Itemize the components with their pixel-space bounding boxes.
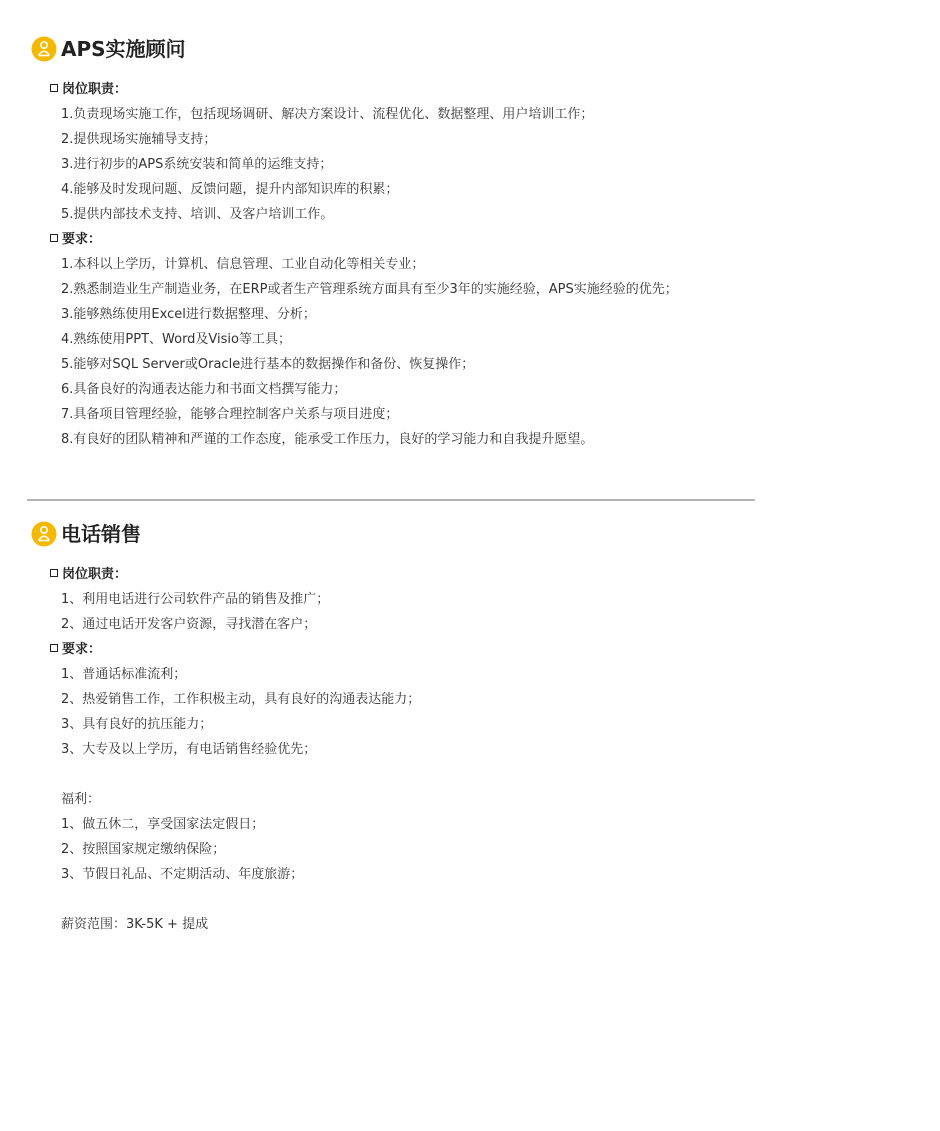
job-title: APS实施顾问 xyxy=(61,37,186,61)
requirement-item: 8.有良好的团队精神和严谨的工作态度，能承受工作压力，良好的学习能力和自我提升愿望。 xyxy=(61,432,594,447)
job-title-row xyxy=(31,519,940,549)
requirement-item: 7.具备项目管理经验，能够合理控制客户关系与项目进度； xyxy=(61,407,399,422)
requirement-item: 3.能够熟练使用Excel进行数据整理、分析； xyxy=(61,307,316,322)
requirement-item: 5.能够对SQL Server或Oracle进行基本的数据操作和备份、恢复操作； xyxy=(61,357,475,372)
duty-item: 1.负责现场实施工作，包括现场调研、解决方案设计、流程优化、数据整理、用户培训工作； xyxy=(61,107,594,122)
benefit-item: 1、做五休二，享受国家法定假日； xyxy=(61,817,265,832)
square-bullet-icon xyxy=(50,569,58,577)
requirement-item: 4.熟练使用PPT、Word及Visio等工具； xyxy=(61,332,291,347)
requirement-item: 1、普通话标准流利； xyxy=(61,667,187,682)
requirement-item: 3、大专及以上学历，有电话销售经验优先； xyxy=(61,742,317,757)
person-badge-icon xyxy=(31,521,57,547)
requirements-heading-label: 要求： xyxy=(62,232,102,247)
duty-item: 2、通过电话开发客户资源，寻找潜在客户； xyxy=(61,617,317,632)
requirement-item: 1.本科以上学历，计算机、信息管理、工业自动化等相关专业； xyxy=(61,257,425,272)
requirements-heading xyxy=(50,227,940,252)
benefit-item: 2、按照国家规定缴纳保险； xyxy=(61,842,226,857)
section-divider xyxy=(27,499,755,501)
requirement-item: 2.熟悉制造业生产制造业务，在ERP或者生产管理系统方面具有至少3年的实施经验，APS实施经验的优先； xyxy=(61,282,678,297)
person-badge-icon xyxy=(31,36,57,62)
salary-range: 薪资范围：3K-5K + 提成 xyxy=(61,917,209,932)
job-title-row xyxy=(31,34,940,64)
duties-heading-label: 岗位职责： xyxy=(62,567,128,582)
requirement-item: 3、具有良好的抗压能力； xyxy=(61,717,213,732)
benefits-heading: 福利： xyxy=(61,792,101,807)
duties-heading xyxy=(50,77,940,102)
duties-heading-label: 岗位职责： xyxy=(62,82,128,97)
requirement-item: 6.具备良好的沟通表达能力和书面文档撰写能力； xyxy=(61,382,347,397)
duty-item: 2.提供现场实施辅导支持； xyxy=(61,132,217,147)
square-bullet-icon xyxy=(50,234,58,242)
duties-heading xyxy=(50,562,940,587)
job-title: 电话销售 xyxy=(61,522,141,546)
duty-item: 4.能够及时发现问题、反馈问题，提升内部知识库的积累； xyxy=(61,182,399,197)
duties-block xyxy=(0,77,940,452)
requirement-item: 2、热爱销售工作，工作积极主动，具有良好的沟通表达能力； xyxy=(61,692,421,707)
benefit-item: 3、节假日礼品、不定期活动、年度旅游； xyxy=(61,867,304,882)
duties-block xyxy=(0,562,940,937)
job-section-aps-consultant xyxy=(0,34,940,452)
duty-item: 5.提供内部技术支持、培训、及客户培训工作。 xyxy=(61,207,334,222)
duty-item: 1、利用电话进行公司软件产品的销售及推广； xyxy=(61,592,330,607)
requirements-heading-label: 要求： xyxy=(62,642,102,657)
requirements-heading xyxy=(50,637,940,662)
square-bullet-icon xyxy=(50,84,58,92)
duty-item: 3.进行初步的APS系统安装和简单的运维支持； xyxy=(61,157,333,172)
job-section-telesales xyxy=(0,519,940,937)
square-bullet-icon xyxy=(50,644,58,652)
